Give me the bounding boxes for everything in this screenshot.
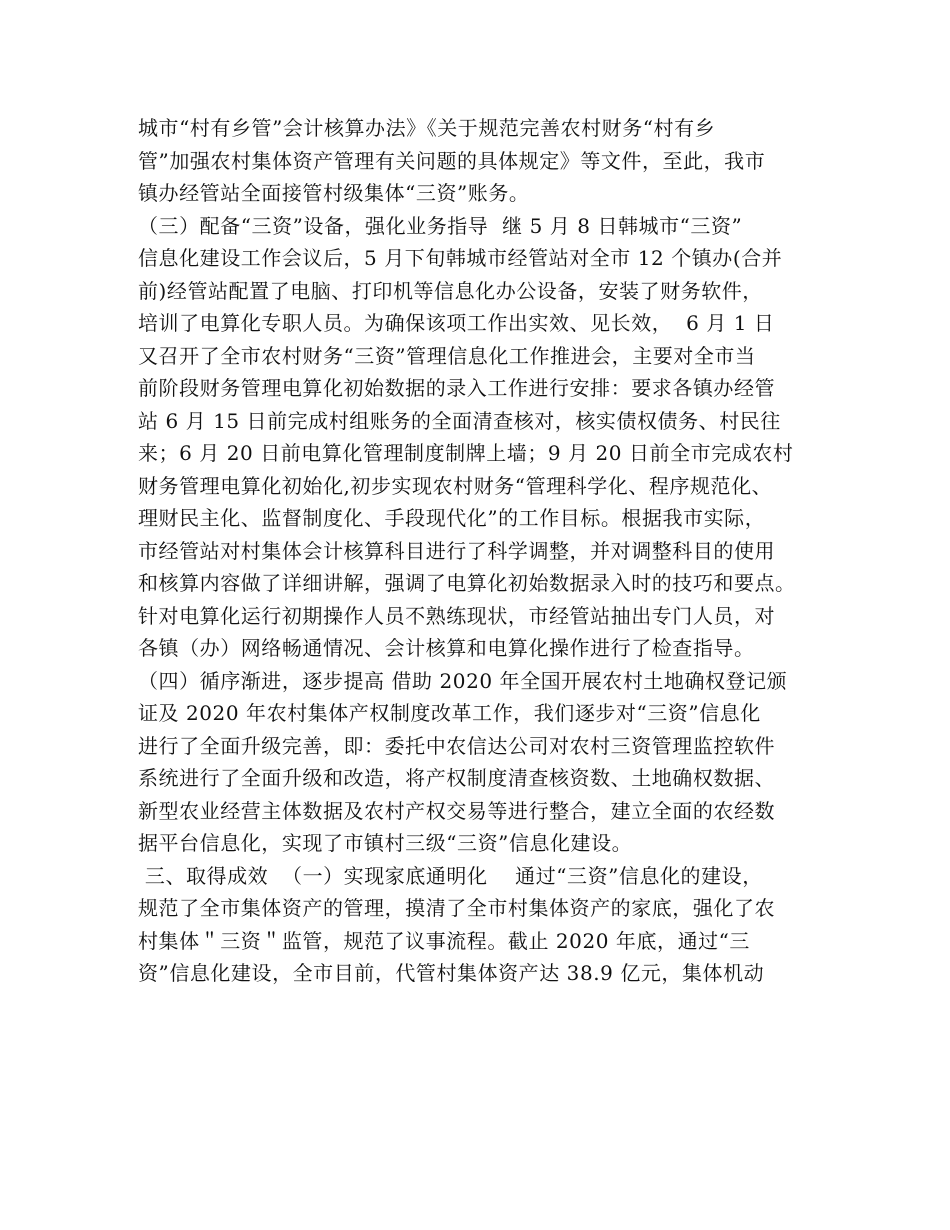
- text-line: 市经管站对村集体会计核算科目进行了科学调整，并对调整科目的使用: [138, 538, 776, 563]
- text-line: 财务管理电算化初始化,初步实现农村财务“管理科学化、程序规范化、: [138, 473, 773, 498]
- section-heading-line: （四）循序渐进，逐步提高 借助 2020 年全国开展农村土地确权登记颁: [138, 668, 788, 693]
- text-line: 规范了全市集体资产的管理，摸清了全市村集体资产的家底，强化了农: [138, 896, 776, 920]
- text-line: 系统进行了全面升级和改造，将产权制度清查核资数、土地确权数据、: [138, 766, 776, 790]
- text-line: 理财民主化、监督制度化、手段现代化”的工作目标。根据我市实际，: [138, 506, 766, 530]
- text-line: 前)经管站配置了电脑、打印机等信息化办公设备，安装了财务软件，: [138, 278, 763, 303]
- text-line: 培训了电算化专职人员。为确保该项工作出实效、见长效， 6 月 1 日: [138, 311, 775, 335]
- text-line: 信息化建设工作会议后，5 月下旬韩城市经管站对全市 12 个镇办(合并: [138, 246, 783, 270]
- text-line: 前阶段财务管理电算化初始数据的录入工作进行安排：要求各镇办经管: [138, 376, 776, 400]
- text-line: 针对电算化运行初期操作人员不熟练现状，市经管站抽出专门人员，对: [138, 603, 776, 628]
- text-line: 城市“村有乡管”会计核算办法》《关于规范完善农村财务“村有乡: [138, 116, 716, 140]
- text-line: 来；6 月 20 日前电算化管理制度制牌上墙；9 月 20 日前全市完成农村: [138, 441, 794, 465]
- section-heading-line: （三）配备“三资”设备，强化业务指导 继 5 月 8 日韩城市“三资”: [138, 213, 743, 238]
- section-heading-line: 三、取得成效 （一）实现家底通明化 通过“三资”信息化的建设，: [138, 863, 763, 888]
- text-line: 证及 2020 年农村集体产权制度改革工作，我们逐步对“三资”信息化: [138, 701, 761, 725]
- text-line: 镇办经管站全面接管村级集体“三资”账务。: [138, 181, 530, 205]
- text-line: 村集体＂三资＂监管，规范了议事流程。截止 2020 年底，通过“三: [138, 928, 750, 953]
- text-line: 和核算内容做了详细讲解，强调了电算化初始数据录入时的技巧和要点。: [138, 571, 796, 595]
- document-body: [138, 112, 838, 990]
- text-line: 管”加强农村集体资产管理有关问题的具体规定》等文件，至此，我市: [138, 148, 766, 173]
- text-line: 站 6 月 15 日前完成村组账务的全面清查核对，核实债权债务、村民往: [138, 408, 781, 433]
- text-line: 进行了全面升级完善，即：委托中农信达公司对农村三资管理监控软件: [138, 733, 776, 758]
- text-line: 又召开了全市农村财务“三资”管理信息化工作推进会，主要对全市当: [138, 343, 756, 368]
- text-line: 各镇（办）网络畅通情况、会计核算和电算化操作进行了检查指导。: [138, 636, 755, 660]
- text-line: 据平台信息化，实现了市镇村三级“三资”信息化建设。: [138, 831, 633, 855]
- text-line: 资”信息化建设，全市目前，代管村集体资产达 38.9 亿元，集体机动: [138, 961, 765, 985]
- text-line: 新型农业经营主体数据及农村产权交易等进行整合，建立全面的农经数: [138, 798, 776, 823]
